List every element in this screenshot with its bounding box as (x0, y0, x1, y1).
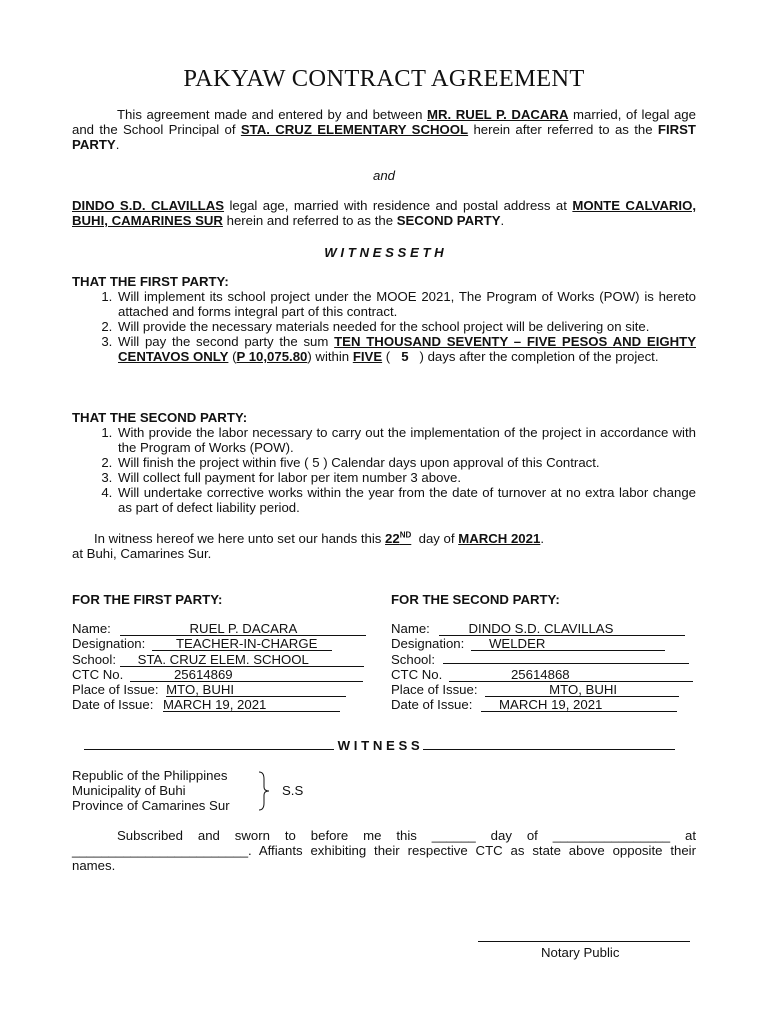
curly-brace-icon (258, 771, 270, 811)
block-heading: FOR THE SECOND PARTY: (391, 592, 560, 607)
field-label: CTC No. (391, 666, 443, 682)
second-party-paragraph: DINDO S.D. CLAVILLAS legal age, married with residence and postal address at MONTE CALVARIO, BUHI, CAMARINES SUR herein and referred to as the SECOND PARTY. (72, 198, 697, 228)
list-item-text: Will pay the second party the sum (118, 334, 329, 349)
intro-text: married, of legal age and the School Principal of (72, 107, 696, 137)
field-label: Designation: (72, 636, 146, 652)
notary-label: Notary Public (541, 945, 620, 960)
signing-day (385, 531, 411, 546)
field-label: School: (72, 651, 116, 667)
witness-clause: In witness hereof we here unto set our hands this 22ND day of MARCH 2021. at Buhi, Camarines Sur. (72, 530, 544, 561)
date-row (391, 697, 691, 712)
clause-text: day of (418, 531, 455, 546)
field-label: CTC No. (72, 666, 124, 682)
first-party-label: FIRST PARTY (72, 122, 696, 152)
school-row (391, 652, 691, 667)
list-item: 3. Will collect full payment for labor per item number 3 above. (116, 470, 696, 485)
intro-paragraph: This agreement made and entered by and between MR. RUEL P. DACARA married, of legal age and the School Principal of STA. CRUZ ELEMENTARY SCHOOL herein after referred to as the FIRST PARTY. (72, 107, 696, 152)
designation-row (391, 636, 691, 651)
signing-day-number: 22 (385, 531, 400, 546)
venue-block (72, 768, 230, 814)
signature-line (423, 749, 675, 750)
second-party-obligations (72, 410, 696, 515)
list-item: 2. Will provide the necessary materials needed for the school project will be delivering on site. (116, 319, 696, 334)
days-word: FIVE (352, 349, 383, 364)
designation-row (72, 636, 372, 651)
list-item: 4. Will undertake corrective works within the year from the date of turnover at no extra labor change as part of defect liability period. (116, 485, 696, 515)
list-item: 1. Will implement its school project under the MOOE 2021, The Program of Works (POW) is hereto attached and forms integral part of this contract. (116, 289, 696, 319)
field-value (443, 663, 689, 664)
field-label: Place of Issue: (391, 681, 478, 697)
field-value (439, 622, 685, 636)
intro-text: herein and referred to as the (226, 213, 394, 228)
second-party-signature-block (391, 592, 691, 712)
clause-text: In witness hereof we here unto set our hands this (94, 531, 382, 546)
jurat-text: ________________________. Affiants exhibiting their respective CTC as state above opposite their names. (72, 843, 696, 873)
date-value: MARCH 19, 2021 (499, 697, 603, 713)
school-name: STA. CRUZ ELEMENTARY SCHOOL (240, 122, 469, 137)
field-value (449, 668, 693, 682)
first-party-obligations (72, 274, 696, 364)
list-item-text: days after the completion of the project. (427, 349, 659, 364)
field-label: School: (391, 651, 435, 667)
place-value: MTO, BUHI (549, 681, 618, 697)
witness-line (84, 738, 686, 753)
signature-line (84, 749, 334, 750)
field-value (481, 698, 677, 712)
field-value (485, 683, 679, 697)
list-item: 2. Will finish the project within five ( 5 ) Calendar days upon approval of this Contract. (116, 455, 696, 470)
place-row (72, 682, 372, 697)
signing-day-suffix: ND (399, 530, 412, 540)
signing-month: MARCH 2021 (458, 531, 541, 546)
place-row (391, 682, 691, 697)
jurat-text: Subscribed and sworn to before me this ______ day of ________________ at (117, 828, 696, 843)
section-heading: THAT THE FIRST PARTY: (72, 274, 229, 289)
amount-words: TEN THOUSAND SEVENTY – FIVE PESOS AND EIGHTY CENTAVOS ONLY (118, 334, 696, 364)
field-value (120, 622, 366, 636)
intro-text: This agreement made and entered by and between (117, 107, 423, 122)
second-party-label: SECOND PARTY (396, 213, 501, 228)
jurat-paragraph (72, 828, 696, 873)
field-value (163, 698, 340, 712)
designation-value: TEACHER-IN-CHARGE (175, 636, 318, 652)
document-title: PAKYAW CONTRACT AGREEMENT (183, 65, 585, 92)
second-party-address: MONTE CALVARIO, BUHI, CAMARINES SUR (72, 198, 697, 228)
list-item: 3. Will pay the second party the sum TEN THOUSAND SEVENTY – FIVE PESOS AND EIGHTY CENTAVOS ONLY (P 10,075.80) within FIVE ( 5 ) days after the completion of the project. (116, 334, 696, 364)
ss-label: S.S (282, 783, 304, 798)
days-number: 5 (401, 349, 409, 364)
ctc-row (391, 667, 691, 682)
amount-figure: P 10,075.80 (236, 349, 308, 364)
list-item: 1. With provide the labor necessary to carry out the implementation of the project in accordance with the Program of Works (POW). (116, 425, 696, 455)
list-item-text: within (315, 349, 350, 364)
first-party-name: MR. RUEL P. DACARA (427, 107, 569, 122)
school-value: STA. CRUZ ELEM. SCHOOL (137, 651, 309, 667)
field-value (120, 653, 364, 667)
field-value (130, 668, 363, 682)
notary-signature-line (478, 941, 690, 942)
date-value: MARCH 19, 2021 (163, 697, 267, 713)
field-label: Name: (72, 621, 111, 637)
field-label: Place of Issue: (72, 681, 159, 697)
ctc-row (72, 667, 372, 682)
intro-text: legal age, married with residence and postal address at (229, 198, 567, 213)
field-label: Name: (391, 621, 430, 637)
witness-label: W I T N E S S (337, 738, 420, 753)
school-row (72, 652, 372, 667)
venue-line: Republic of the Philippines (72, 768, 228, 783)
name-row (72, 621, 372, 636)
field-value (152, 637, 332, 651)
venue-line: Municipality of Buhi (72, 783, 186, 799)
designation-value: WELDER (488, 636, 546, 652)
date-row (72, 697, 372, 712)
and-connector: and (372, 168, 395, 183)
field-label: Date of Issue: (72, 697, 154, 713)
first-party-signature-block (72, 592, 372, 712)
block-heading: FOR THE FIRST PARTY: (72, 592, 223, 607)
signing-location: at Buhi, Camarines Sur. (72, 546, 212, 561)
venue-line: Province of Camarines Sur (72, 798, 230, 814)
name-value: DINDO S.D. CLAVILLAS (468, 621, 614, 637)
intro-text: herein after referred to as the (473, 122, 653, 137)
ctc-value: 25614869 (173, 666, 233, 682)
ctc-value: 25614868 (510, 666, 570, 682)
name-row (391, 621, 691, 636)
field-label: Designation: (391, 636, 465, 652)
witnesseth-heading: W I T N E S S E T H (324, 245, 444, 260)
section-heading: THAT THE SECOND PARTY: (72, 410, 248, 425)
field-value (471, 637, 665, 651)
field-value (166, 683, 346, 697)
place-value: MTO, BUHI (166, 681, 235, 697)
field-label: Date of Issue: (391, 697, 473, 713)
second-party-name: DINDO S.D. CLAVILLAS (72, 198, 225, 213)
name-value: RUEL P. DACARA (189, 621, 298, 637)
